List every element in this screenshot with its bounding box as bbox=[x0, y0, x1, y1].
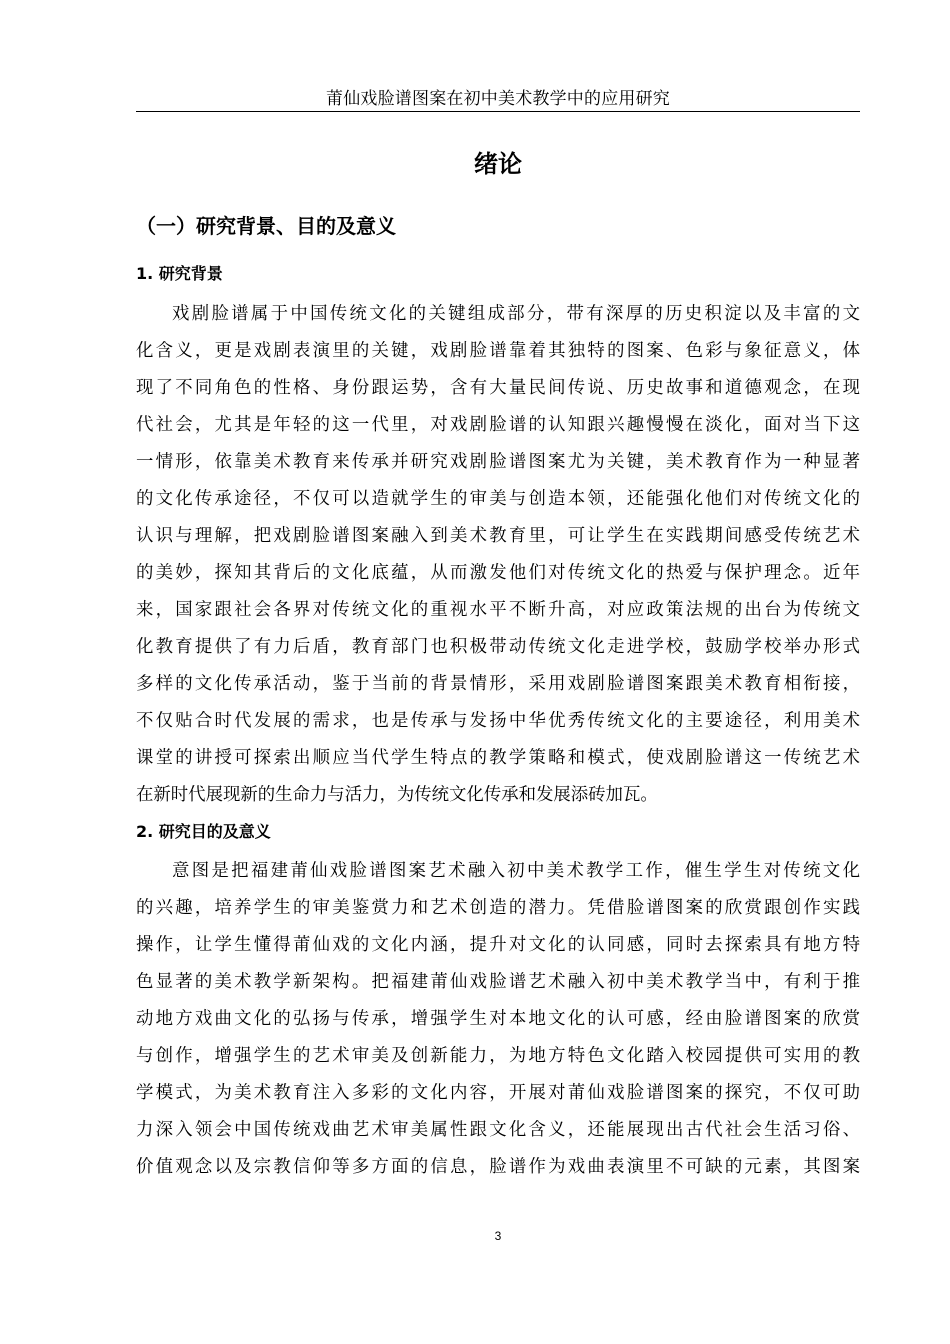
running-header: 莆仙戏脸谱图案在初中美术教学中的应用研究 bbox=[326, 89, 670, 109]
page-number: 3 bbox=[494, 1229, 502, 1243]
text-line: 化含义，更是戏剧表演里的关键，戏剧脸谱靠着其独特的图案、色彩与象征意义，体 bbox=[136, 341, 860, 361]
text-line: 多样的文化传承活动，鉴于当前的背景情形，采用戏剧脸谱图案跟美术教育相衔接， bbox=[136, 674, 860, 694]
text-line: 的兴趣，培养学生的审美鉴赏力和艺术创造的潜力。凭借脸谱图案的欣赏跟创作实践 bbox=[136, 898, 860, 918]
header-rule bbox=[136, 111, 860, 112]
text-line: 色显著的美术教学新架构。把福建莆仙戏脸谱艺术融入初中美术教学当中，有利于推 bbox=[136, 972, 860, 992]
subsection-heading-background: 1. 研究背景 bbox=[136, 264, 223, 283]
paragraph-research-purpose bbox=[136, 853, 860, 1186]
text-line: 力深入领会中国传统戏曲艺术审美属性跟文化含义，还能展现出古代社会生活习俗、 bbox=[136, 1120, 860, 1140]
subsection-heading-purpose: 2. 研究目的及意义 bbox=[136, 822, 271, 841]
text-line: 现了不同角色的性格、身份跟运势，含有大量民间传说、历史故事和道德观念，在现 bbox=[136, 378, 860, 398]
text-line: 化教育提供了有力后盾，教育部门也积极带动传统文化走进学校，鼓励学校举办形式 bbox=[136, 637, 860, 657]
text-line: 学模式，为美术教育注入多彩的文化内容，开展对莆仙戏脸谱图案的探究，不仅可助 bbox=[136, 1083, 860, 1103]
text-line: 在新时代展现新的生命力与活力，为传统文化传承和发展添砖加瓦。 bbox=[136, 785, 658, 805]
text-line: 代社会，尤其是年轻的这一代里，对戏剧脸谱的认知跟兴趣慢慢在淡化，面对当下这 bbox=[136, 415, 860, 435]
text-line: 认识与理解，把戏剧脸谱图案融入到美术教育里，可让学生在实践期间感受传统艺术 bbox=[136, 526, 860, 546]
text-line: 的文化传承途径，不仅可以造就学生的审美与创造本领，还能强化他们对传统文化的 bbox=[136, 489, 860, 509]
text-line: 操作，让学生懂得莆仙戏的文化内涵，提升对文化的认同感，同时去探索具有地方特 bbox=[136, 935, 860, 955]
paragraph-research-background bbox=[136, 296, 860, 814]
text-line: 意图是把福建莆仙戏脸谱图案艺术融入初中美术教学工作，催生学生对传统文化 bbox=[172, 861, 860, 881]
text-line: 来，国家跟社会各界对传统文化的重视水平不断升高，对应政策法规的出台为传统文 bbox=[136, 600, 860, 620]
text-line: 的美妙，探知其背后的文化底蕴，从而激发他们对传统文化的热爱与保护理念。近年 bbox=[136, 563, 860, 583]
chapter-title: 绪论 bbox=[474, 150, 522, 178]
text-line: 价值观念以及宗教信仰等多方面的信息，脸谱作为戏曲表演里不可缺的元素，其图案 bbox=[136, 1157, 860, 1177]
text-line: 动地方戏曲文化的弘扬与传承，增强学生对本地文化的认可感，经由脸谱图案的欣赏 bbox=[136, 1009, 860, 1029]
text-line: 与创作，增强学生的艺术审美及创新能力，为地方特色文化踏入校园提供可实用的教 bbox=[136, 1046, 860, 1066]
text-line: 一情形，依靠美术教育来传承并研究戏剧脸谱图案尤为关键，美术教育作为一种显著 bbox=[136, 452, 860, 472]
text-line: 不仅贴合时代发展的需求，也是传承与发扬中华优秀传统文化的主要途径，利用美术 bbox=[136, 711, 860, 731]
text-line: 课堂的讲授可探索出顺应当代学生特点的教学策略和模式，使戏剧脸谱这一传统艺术 bbox=[136, 748, 860, 768]
section-heading: （一）研究背景、目的及意义 bbox=[136, 214, 396, 238]
text-line: 戏剧脸谱属于中国传统文化的关键组成部分，带有深厚的历史积淀以及丰富的文 bbox=[172, 304, 860, 324]
